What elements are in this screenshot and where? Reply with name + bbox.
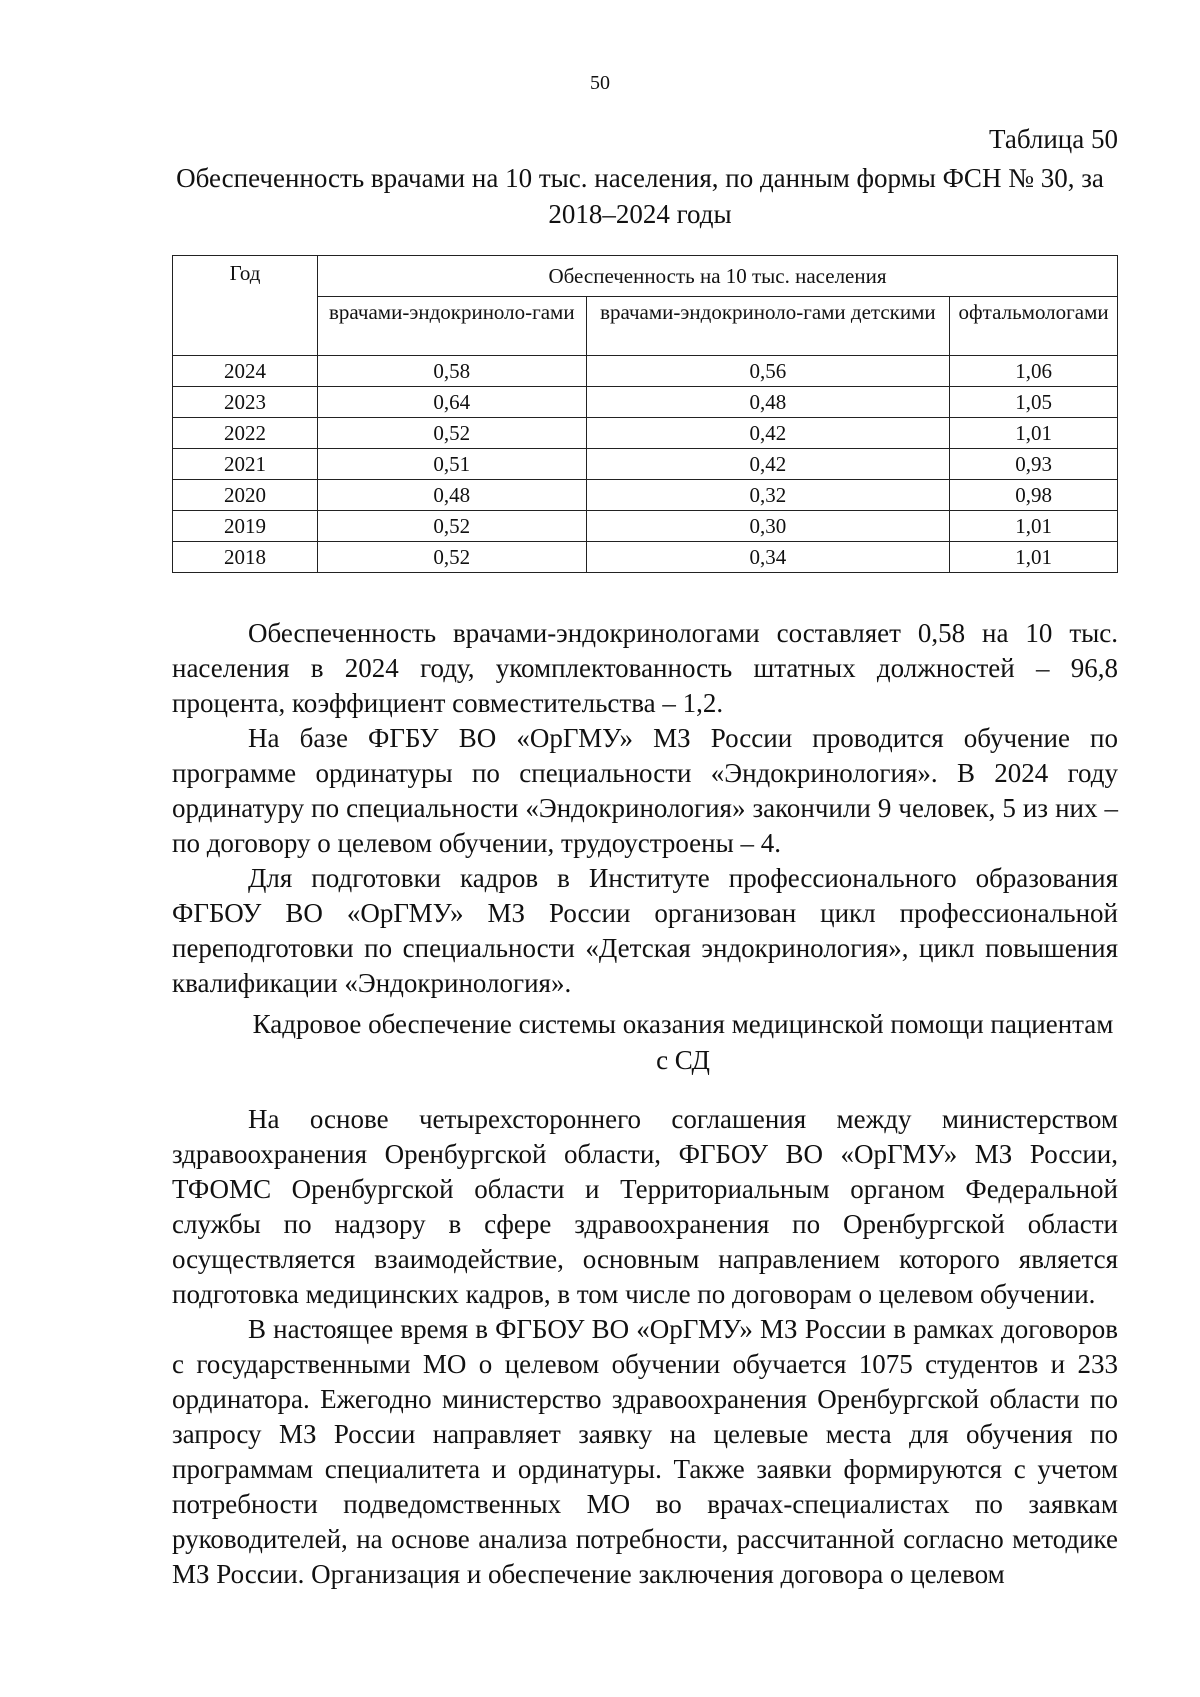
cell-endo-child: 0,30 bbox=[586, 511, 950, 542]
cell-ophth: 0,98 bbox=[950, 480, 1118, 511]
table-row bbox=[173, 356, 1118, 387]
cell-ophth: 1,05 bbox=[950, 387, 1118, 418]
cell-year: 2018 bbox=[173, 542, 318, 573]
cell-year: 2019 bbox=[173, 511, 318, 542]
cell-endo-child: 0,56 bbox=[586, 356, 950, 387]
cell-ophth: 1,01 bbox=[950, 542, 1118, 573]
cell-year: 2021 bbox=[173, 449, 318, 480]
paragraph: Обеспеченность врачами-эндокринологами составляет 0,58 на 10 тыс. населения в 2024 году, укомплектованность штатных должностей – 96,8 процента, коэффициент совместительства – 1,2. bbox=[172, 618, 1118, 718]
cell-ophth: 0,93 bbox=[950, 449, 1118, 480]
table-title: Обеспеченность врачами на 10 тыс. населения, по данным формы ФСН № 30, за 2018–2024 годы bbox=[176, 163, 1104, 229]
cell-endo: 0,52 bbox=[318, 511, 587, 542]
header-group: Обеспеченность на 10 тыс. населения bbox=[318, 256, 1118, 297]
cell-endo: 0,52 bbox=[318, 418, 587, 449]
header-endo: врачами-эндокриноло-гами bbox=[318, 297, 587, 356]
body-text-block-2 bbox=[172, 1102, 1118, 1592]
cell-endo-child: 0,42 bbox=[586, 449, 950, 480]
section-heading: Кадровое обеспечение системы оказания медицинской помощи пациентам с СД bbox=[252, 1009, 1114, 1075]
cell-endo: 0,58 bbox=[318, 356, 587, 387]
cell-ophth: 1,01 bbox=[950, 511, 1118, 542]
cell-endo: 0,64 bbox=[318, 387, 587, 418]
cell-year: 2024 bbox=[173, 356, 318, 387]
cell-endo-child: 0,42 bbox=[586, 418, 950, 449]
table-row bbox=[173, 387, 1118, 418]
cell-endo-child: 0,34 bbox=[586, 542, 950, 573]
table-row bbox=[173, 511, 1118, 542]
paragraph: Для подготовки кадров в Институте профессионального образования ФГБОУ ВО «ОрГМУ» МЗ России организован цикл профессиональной переподготовки по специальности «Детская эндокринология», цикл повышения квалификации «Эндокринология». bbox=[172, 863, 1118, 998]
cell-year: 2020 bbox=[173, 480, 318, 511]
cell-ophth: 1,01 bbox=[950, 418, 1118, 449]
cell-endo: 0,52 bbox=[318, 542, 587, 573]
body-text-block-1 bbox=[172, 616, 1118, 1001]
paragraph: На базе ФГБУ ВО «ОрГМУ» МЗ России проводится обучение по программе ординатуры по специальности «Эндокринология». В 2024 году ординатуру по специальности «Эндокринология» закончили 9 человек, 5 из них – по договору о целевом обучении, трудоустроены – 4. bbox=[172, 723, 1118, 858]
header-year: Год bbox=[173, 256, 318, 356]
page-number: 50 bbox=[590, 72, 610, 94]
paragraph: На основе четырехстороннего соглашения между министерством здравоохранения Оренбургской области, ФГБОУ ВО «ОрГМУ» МЗ России, ТФОМС Оренбургской области и Территориальным органом Федеральной службы по надзору в сфере здравоохранения по Оренбургской области осуществляется взаимодействие, основным направлением которого является подготовка медицинских кадров, в том числе по договорам о целевом обучении. bbox=[172, 1104, 1118, 1309]
cell-endo-child: 0,32 bbox=[586, 480, 950, 511]
cell-endo: 0,48 bbox=[318, 480, 587, 511]
cell-endo: 0,51 bbox=[318, 449, 587, 480]
header-ophth: офтальмологами bbox=[950, 297, 1118, 356]
cell-year: 2023 bbox=[173, 387, 318, 418]
table-row bbox=[173, 542, 1118, 573]
paragraph: В настоящее время в ФГБОУ ВО «ОрГМУ» МЗ России в рамках договоров с государственными МО о целевом обучении обучается 1075 студентов и 233 ординатора. Ежегодно министерство здравоохранения Оренбургской области по запросу МЗ России направляет заявку на целевые места для обучения по программам специалитета и ординатуры. Также заявки формируются с учетом потребности подведомственных МО во врачах-специалистах по заявкам руководителей, на основе анализа потребности, рассчитанной согласно методике МЗ России. Организация и обеспечение заключения договора о целевом bbox=[172, 1314, 1118, 1589]
cell-ophth: 1,06 bbox=[950, 356, 1118, 387]
cell-endo-child: 0,48 bbox=[586, 387, 950, 418]
table-row bbox=[173, 418, 1118, 449]
table-row bbox=[173, 449, 1118, 480]
data-table bbox=[172, 255, 1118, 573]
cell-year: 2022 bbox=[173, 418, 318, 449]
table-row bbox=[173, 480, 1118, 511]
table-caption: Таблица 50 bbox=[989, 124, 1118, 154]
header-endo-child: врачами-эндокриноло-гами детскими bbox=[586, 297, 950, 356]
